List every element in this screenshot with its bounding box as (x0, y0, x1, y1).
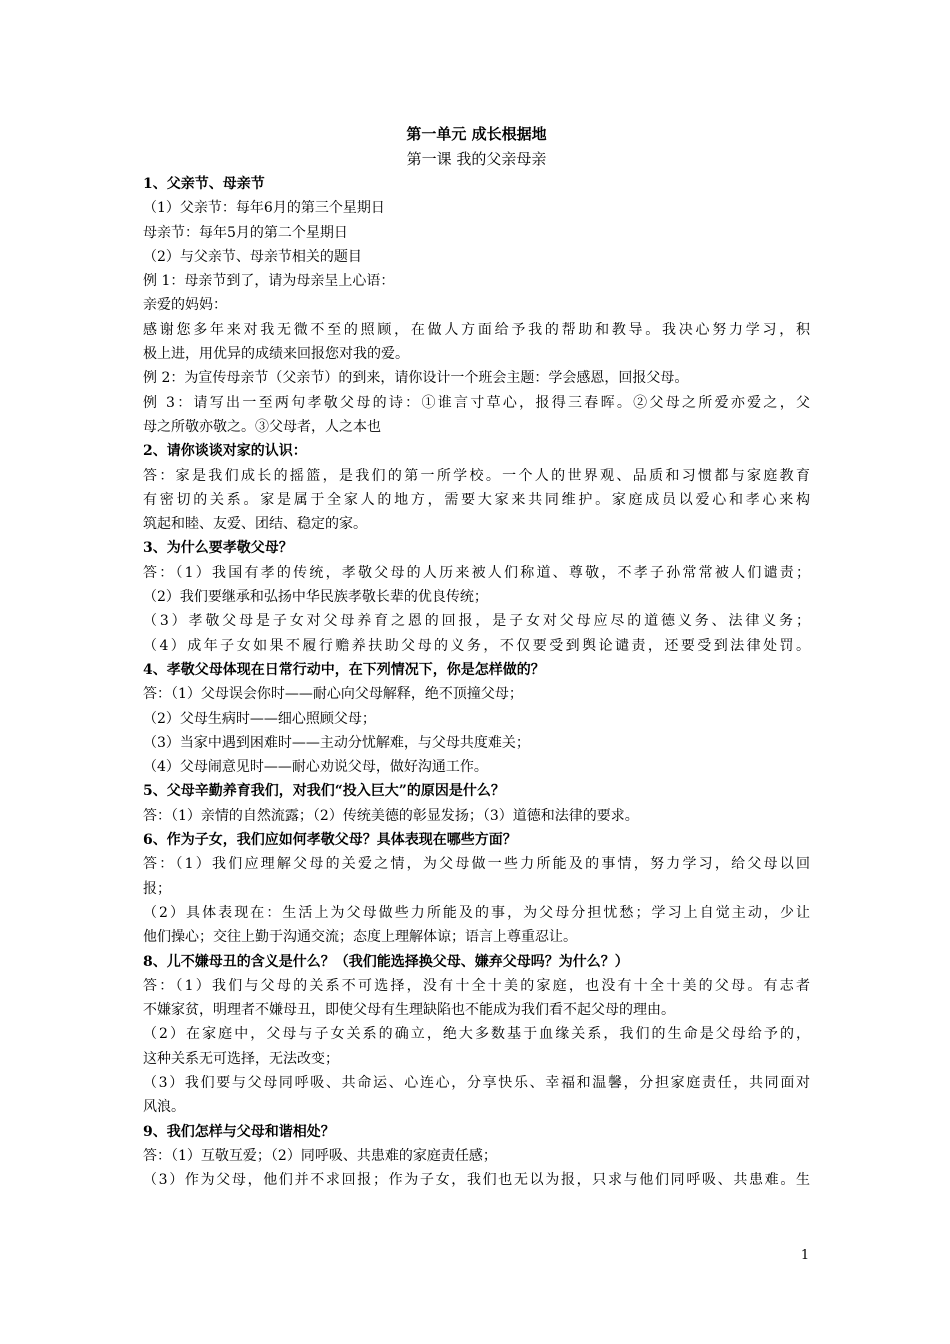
question-heading: 3、为什么要孝敬父母？ (143, 540, 293, 557)
document-page (143, 121, 810, 1192)
text-line: 亲爱的妈妈： (143, 297, 227, 314)
text-line: 答：（1）我们与父母的关系不可选择，没有十全十美的家庭，也没有十全十美的父母。有志者 (143, 977, 810, 994)
text-line: 不嫌家贫，明理者不嫌母丑，即使父母有生理缺陷也不能成为我们看不起父母的理由。 (143, 1002, 675, 1019)
text-line: 答：（1）我国有孝的传统，孝敬父母的人历来被人们称道、尊敬，不孝子孙常常被人们谴责； (143, 564, 810, 581)
text-line: 母之所敬亦敬之。③父母者，人之本也 (143, 418, 381, 435)
question-heading: 6、作为子女，我们应如何孝敬父母？具体表现在哪些方面？ (143, 832, 517, 849)
question-heading: 5、父母辛勤养育我们，对我们“投入巨大”的原因是什么？ (143, 783, 505, 800)
text-line: 有密切的关系。家是属于全家人的地方，需要大家来共同维护。家庭成员以爱心和孝心来构 (143, 491, 810, 508)
question-heading: 1、父亲节、母亲节 (143, 176, 265, 192)
text-line: （1）父亲节：每年6月的第三个星期日 (143, 200, 385, 217)
text-line: 风浪。 (143, 1099, 185, 1116)
text-line: （2）父母生病时——细心照顾父母； (143, 710, 376, 727)
text-line: 答：（1）父母误会你时——耐心向父母解释，绝不顶撞父母； (143, 686, 523, 703)
text-line: 答：（1）我们应理解父母的关爱之情，为父母做一些力所能及的事情，努力学习，给父母以回 (143, 856, 810, 873)
text-line: 答：（1）互敬互爱；（2）同呼吸、共患难的家庭责任感； (143, 1147, 497, 1164)
text-line: （4）父母闹意见时——耐心劝说父母，做好沟通工作。 (143, 759, 488, 776)
question-heading: 8、儿不嫌母丑的含义是什么？（我们能选择换父母、嫌弃父母吗？为什么？） (143, 953, 629, 970)
text-line: 例 3：请写出一至两句孝敬父母的诗：①谁言寸草心，报得三春晖。②父母之所爱亦爱之，父 (143, 394, 810, 411)
text-line: （3）我们要与父母同呼吸、共命运、心连心，分享快乐、幸福和温馨，分担家庭责任，共同面对 (143, 1074, 810, 1091)
question-heading: 4、孝敬父母体现在日常行动中，在下列情况下，你是怎样做的？ (143, 661, 545, 678)
question-heading: 9、我们怎样与父母和谐相处？ (143, 1123, 335, 1140)
text-line: 报； (143, 880, 171, 897)
text-line: （2）与父亲节、母亲节相关的题目 (143, 248, 362, 265)
text-line: 极上进，用优异的成绩来回报您对我的爱。 (143, 346, 409, 363)
text-line: 例 2：为宣传母亲节（父亲节）的到来，请你设计一个班会主题：学会感恩，回报父母。 (143, 370, 689, 387)
text-line: （3）当家中遇到困难时——主动分忧解难，与父母共度难关； (143, 734, 530, 751)
text-line: （3）作为父母，他们并不求回报；作为子女，我们也无以为报，只求与他们同呼吸、共患难。生 (143, 1172, 810, 1189)
text-line: （3）孝敬父母是子女对父母养育之恩的回报，是子女对父母应尽的道德义务、法律义务； (143, 613, 810, 630)
text-line: 他们操心；交往上勤于沟通交流；态度上理解体谅；语言上尊重忍让。 (143, 929, 577, 946)
document-body (143, 172, 810, 1192)
text-line: 答：家是我们成长的摇篮，是我们的第一所学校。一个人的世界观、品质和习惯都与家庭教育 (143, 467, 810, 484)
question-heading: 2、请你谈谈对家的认识： (143, 443, 307, 460)
text-line: （4）成年子女如果不履行赡养扶助父母的义务，不仅要受到舆论谴责，还要受到法律处罚。 (143, 637, 810, 654)
text-line: 这种关系无可选择，无法改变； (143, 1050, 339, 1067)
text-line: 感谢您多年来对我无微不至的照顾，在做人方面给予我的帮助和教导。我决心努力学习，积 (143, 321, 810, 338)
text-line: 例 1：母亲节到了，请为母亲呈上心语： (143, 273, 395, 290)
page-number: 1 (800, 1248, 810, 1263)
text-line: （2）具体表现在：生活上为父母做些力所能及的事，为父母分担忧愁；学习上自觉主动，少让 (143, 904, 810, 921)
text-line: （2）在家庭中，父母与子女关系的确立，绝大多数基于血缘关系，我们的生命是父母给予的， (143, 1026, 810, 1043)
lesson-title: 第一课 我的父亲母亲 (406, 150, 547, 168)
text-line: 母亲节：每年5月的第二个星期日 (143, 224, 348, 241)
text-line: （2）我们要继承和弘扬中华民族孝敬长辈的优良传统； (143, 589, 488, 606)
text-line: 答：（1）亲情的自然流露；（2）传统美德的彰显发扬；（3）道德和法律的要求。 (143, 807, 639, 824)
unit-title: 第一单元 成长根据地 (406, 125, 547, 143)
text-line: 筑起和睦、友爱、团结、稳定的家。 (143, 516, 367, 533)
